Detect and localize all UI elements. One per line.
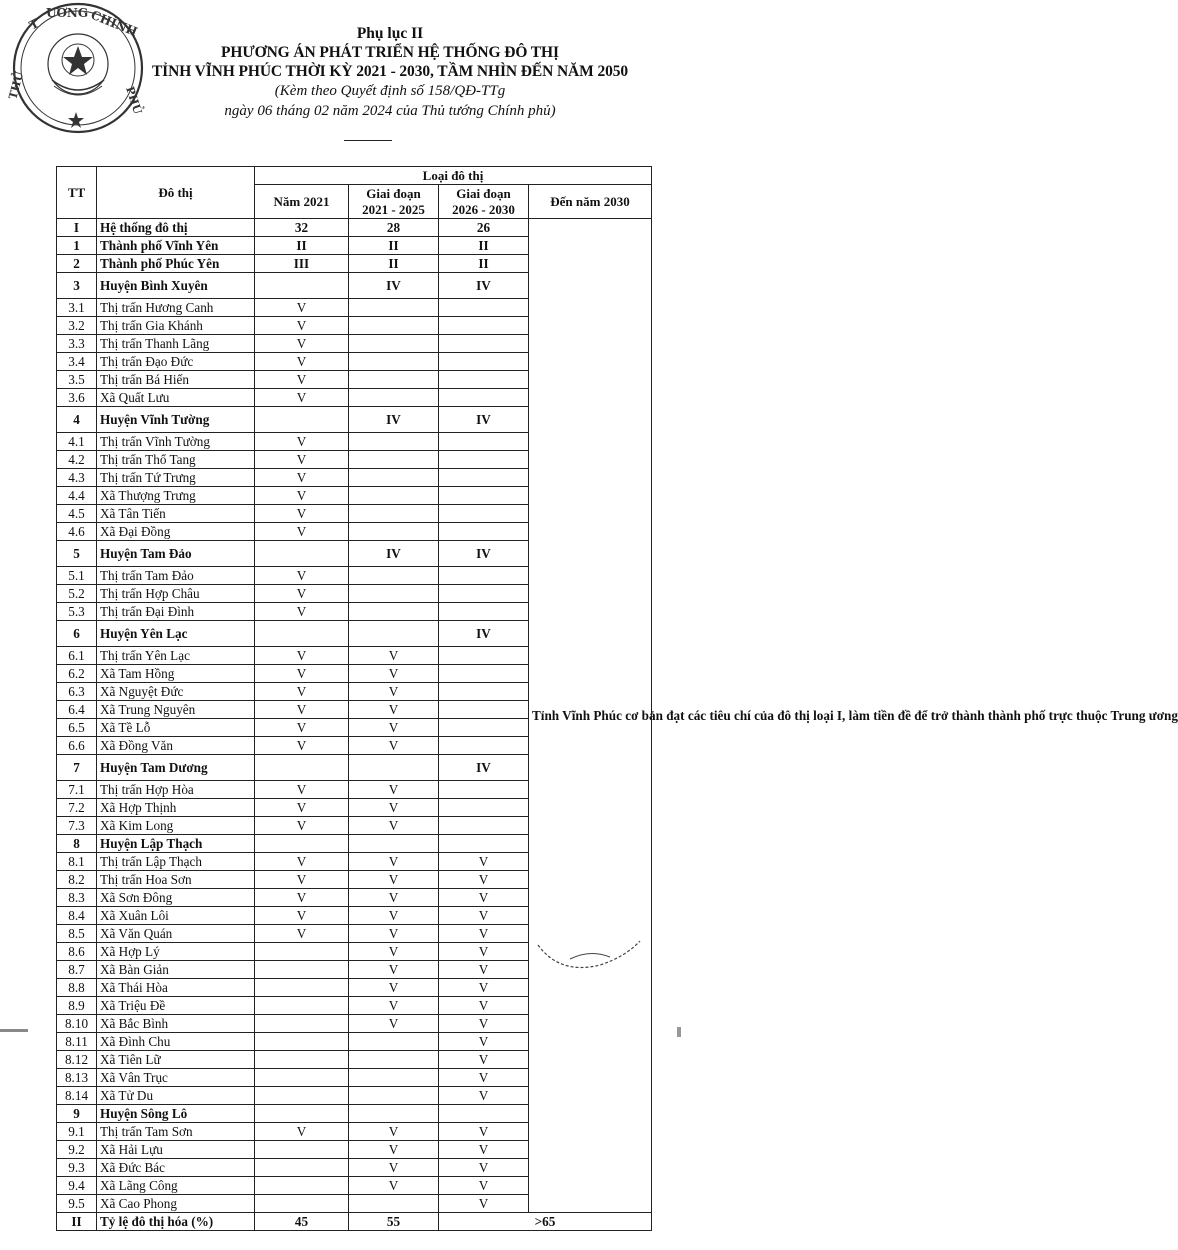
row-period-2 xyxy=(439,335,529,353)
row-name: Xã Vân Trục xyxy=(97,1069,255,1087)
row-name: Xã Hợp Lý xyxy=(97,943,255,961)
row-tt: 7.1 xyxy=(57,781,97,799)
row-period-1 xyxy=(349,353,439,371)
row-name: Thành phố Phúc Yên xyxy=(97,255,255,273)
row-tt: 3.1 xyxy=(57,299,97,317)
row-period-1 xyxy=(349,1069,439,1087)
row-period-1 xyxy=(349,317,439,335)
row-name: Huyện Vĩnh Tường xyxy=(97,407,255,433)
row-name: Thị trấn Gia Khánh xyxy=(97,317,255,335)
row-year-2021: V xyxy=(255,817,349,835)
row-name: Huyện Tam Đảo xyxy=(97,541,255,567)
row-name: Xã Lãng Công xyxy=(97,1177,255,1195)
appendix-label: Phụ lục II xyxy=(356,25,424,42)
row-name: Xã Đình Chu xyxy=(97,1033,255,1051)
row-period-2 xyxy=(439,835,529,853)
row-period-2: V xyxy=(439,907,529,925)
row-tt: 8.13 xyxy=(57,1069,97,1087)
row-period-2 xyxy=(439,665,529,683)
row-tt: 6.2 xyxy=(57,665,97,683)
row-year-2021 xyxy=(255,1159,349,1177)
row-tt: 9.4 xyxy=(57,1177,97,1195)
row-period-2 xyxy=(439,647,529,665)
row-name: Xã Xuân Lôi xyxy=(97,907,255,925)
row-name: Xã Tề Lỗ xyxy=(97,719,255,737)
row-period-2: II xyxy=(439,255,529,273)
row-period-2: IV xyxy=(439,541,529,567)
row-period-2: V xyxy=(439,961,529,979)
row-period-1: II xyxy=(349,237,439,255)
row-period-1: V xyxy=(349,979,439,997)
row-name: Huyện Lập Thạch xyxy=(97,835,255,853)
row-period-2 xyxy=(439,353,529,371)
row-period-2 xyxy=(439,317,529,335)
row-period-1: V xyxy=(349,889,439,907)
row-year-2021: II xyxy=(255,237,349,255)
row-tt: 9.1 xyxy=(57,1123,97,1141)
row-name: Thị trấn Tứ Trưng xyxy=(97,469,255,487)
row-period-1: V xyxy=(349,1123,439,1141)
row-tt: 6.1 xyxy=(57,647,97,665)
row-period-2: V xyxy=(439,1177,529,1195)
row-period-1 xyxy=(349,585,439,603)
row-name: Thị trấn Tam Đảo xyxy=(97,567,255,585)
row-year-2021 xyxy=(255,1141,349,1159)
row-period-1: V xyxy=(349,799,439,817)
row-tt: 5 xyxy=(57,541,97,567)
row-year-2021: V xyxy=(255,737,349,755)
row-year-2021 xyxy=(255,1087,349,1105)
row-year-2021 xyxy=(255,1033,349,1051)
row-tt: 9.2 xyxy=(57,1141,97,1159)
row-name: Thị trấn Đạo Đức xyxy=(97,353,255,371)
row-year-2021: V xyxy=(255,389,349,407)
row-tt: 8.2 xyxy=(57,871,97,889)
urban-system-table xyxy=(56,166,1178,1231)
row-period-2: IV xyxy=(439,755,529,781)
subtitle-line-1: (Kèm theo Quyết định số 158/QĐ-TTg xyxy=(274,83,506,99)
row-tt: I xyxy=(57,219,97,237)
row-period-1: V xyxy=(349,943,439,961)
row-period-1: II xyxy=(349,255,439,273)
row-year-2021: V xyxy=(255,665,349,683)
row-period-2: V xyxy=(439,1051,529,1069)
row-period-2: V xyxy=(439,979,529,997)
row-period-1: V xyxy=(349,781,439,799)
row-tt: 6.3 xyxy=(57,683,97,701)
row-name: Xã Trung Nguyên xyxy=(97,701,255,719)
row-name: Xã Đức Bác xyxy=(97,1159,255,1177)
row-period-1: IV xyxy=(349,407,439,433)
row-tt: 6.6 xyxy=(57,737,97,755)
row-period-1: 28 xyxy=(349,219,439,237)
row-period-2 xyxy=(439,567,529,585)
row-period-2 xyxy=(439,433,529,451)
row-period-2 xyxy=(439,1105,529,1123)
row-year-2021 xyxy=(255,997,349,1015)
row-year-2021 xyxy=(255,1105,349,1123)
row-year-2021 xyxy=(255,979,349,997)
row-name: Xã Tam Hồng xyxy=(97,665,255,683)
row-tt: 8.11 xyxy=(57,1033,97,1051)
document-header xyxy=(150,24,630,121)
row-period-1: V xyxy=(349,871,439,889)
row-name: Xã Nguyệt Đức xyxy=(97,683,255,701)
row-period-1 xyxy=(349,603,439,621)
row-period-2: V xyxy=(439,1069,529,1087)
row-year-2021: V xyxy=(255,925,349,943)
row-name: Huyện Sông Lô xyxy=(97,1105,255,1123)
svg-text:ƯỚNG: ƯỚNG xyxy=(46,6,89,20)
row-year-2021: III xyxy=(255,255,349,273)
row-year-2021: V xyxy=(255,451,349,469)
row-tt: 4.2 xyxy=(57,451,97,469)
row-year-2021 xyxy=(255,541,349,567)
footer-tt: II xyxy=(57,1213,97,1231)
row-year-2021: V xyxy=(255,299,349,317)
row-tt: 8.6 xyxy=(57,943,97,961)
row-name: Xã Sơn Đông xyxy=(97,889,255,907)
row-period-1 xyxy=(349,335,439,353)
row-tt: 9 xyxy=(57,1105,97,1123)
row-name: Huyện Bình Xuyên xyxy=(97,273,255,299)
row-name: Xã Tiên Lữ xyxy=(97,1051,255,1069)
row-period-1: IV xyxy=(349,273,439,299)
row-period-1 xyxy=(349,299,439,317)
row-name: Hệ thống đô thị xyxy=(97,219,255,237)
title-line-1: PHƯƠNG ÁN PHÁT TRIỂN HỆ THỐNG ĐÔ THỊ xyxy=(221,44,559,61)
row-period-1: V xyxy=(349,925,439,943)
row-period-1: V xyxy=(349,737,439,755)
row-name: Thị trấn Hoa Sơn xyxy=(97,871,255,889)
row-year-2021: V xyxy=(255,1123,349,1141)
row-period-1 xyxy=(349,433,439,451)
row-period-2: V xyxy=(439,1015,529,1033)
row-name: Thị trấn Thanh Lãng xyxy=(97,335,255,353)
row-period-2: V xyxy=(439,943,529,961)
row-name: Xã Thượng Trưng xyxy=(97,487,255,505)
row-tt: 7.2 xyxy=(57,799,97,817)
footer-name: Tỷ lệ đô thị hóa (%) xyxy=(97,1213,255,1231)
row-period-1: V xyxy=(349,665,439,683)
row-tt: 8 xyxy=(57,835,97,853)
row-period-1 xyxy=(349,523,439,541)
row-year-2021: V xyxy=(255,889,349,907)
header-group: Loại đô thị xyxy=(255,167,652,185)
row-period-1 xyxy=(349,487,439,505)
row-period-1 xyxy=(349,755,439,781)
row-name: Thị trấn Thổ Tang xyxy=(97,451,255,469)
row-name: Xã Cao Phong xyxy=(97,1195,255,1213)
row-year-2021: V xyxy=(255,585,349,603)
row-period-2: IV xyxy=(439,273,529,299)
table-body xyxy=(57,219,1178,1231)
row-year-2021: V xyxy=(255,353,349,371)
vision-2030-cell: Tỉnh Vĩnh Phúc cơ bản đạt các tiêu chí của đô thị loại I, làm tiền đề để trở thành thành phố trực thuộc Trung ương xyxy=(529,219,652,1213)
row-year-2021: V xyxy=(255,853,349,871)
row-tt: 8.9 xyxy=(57,997,97,1015)
svg-text:CHÍNH: CHÍNH xyxy=(88,7,140,40)
row-name: Thị trấn Bá Hiến xyxy=(97,371,255,389)
row-name: Xã Kim Long xyxy=(97,817,255,835)
row-tt: 9.3 xyxy=(57,1159,97,1177)
row-year-2021: 32 xyxy=(255,219,349,237)
row-period-2: V xyxy=(439,871,529,889)
row-name: Xã Quất Lưu xyxy=(97,389,255,407)
row-period-1 xyxy=(349,621,439,647)
row-period-1 xyxy=(349,505,439,523)
row-tt: 3.3 xyxy=(57,335,97,353)
row-tt: 6.5 xyxy=(57,719,97,737)
row-tt: 3.6 xyxy=(57,389,97,407)
row-tt: 4.3 xyxy=(57,469,97,487)
row-period-1: V xyxy=(349,719,439,737)
row-period-1 xyxy=(349,1087,439,1105)
svg-text:T: T xyxy=(26,16,42,33)
row-tt: 8.12 xyxy=(57,1051,97,1069)
row-tt: 4 xyxy=(57,407,97,433)
row-tt: 3 xyxy=(57,273,97,299)
row-period-2 xyxy=(439,817,529,835)
row-name: Xã Bắc Bình xyxy=(97,1015,255,1033)
row-year-2021: V xyxy=(255,647,349,665)
row-period-2: 26 xyxy=(439,219,529,237)
row-year-2021: V xyxy=(255,433,349,451)
row-name: Xã Triệu Đề xyxy=(97,997,255,1015)
row-name: Xã Hải Lựu xyxy=(97,1141,255,1159)
row-period-2 xyxy=(439,781,529,799)
row-year-2021 xyxy=(255,943,349,961)
row-tt: 8.5 xyxy=(57,925,97,943)
row-period-2: V xyxy=(439,1123,529,1141)
row-period-2: IV xyxy=(439,407,529,433)
row-period-2 xyxy=(439,603,529,621)
row-year-2021: V xyxy=(255,719,349,737)
row-year-2021: V xyxy=(255,523,349,541)
footer-period-1: 55 xyxy=(349,1213,439,1231)
footer-row xyxy=(57,1213,652,1231)
row-period-2 xyxy=(439,799,529,817)
row-tt: 8.14 xyxy=(57,1087,97,1105)
row-tt: 8.8 xyxy=(57,979,97,997)
header-year-2021: Năm 2021 xyxy=(255,185,349,219)
row-year-2021 xyxy=(255,1177,349,1195)
row-period-2 xyxy=(439,737,529,755)
row-year-2021 xyxy=(255,961,349,979)
scan-mark-right xyxy=(677,1027,681,1037)
header-period-1: Giai đoạn 2021 - 2025 xyxy=(349,185,439,219)
row-period-1 xyxy=(349,451,439,469)
row-year-2021 xyxy=(255,273,349,299)
row-tt: 3.2 xyxy=(57,317,97,335)
row-period-2: V xyxy=(439,1033,529,1051)
row-year-2021: V xyxy=(255,781,349,799)
svg-text:PHỦ: PHỦ xyxy=(123,84,145,116)
row-period-2: IV xyxy=(439,621,529,647)
row-tt: 4.1 xyxy=(57,433,97,451)
row-tt: 4.5 xyxy=(57,505,97,523)
row-tt: 4.4 xyxy=(57,487,97,505)
header-tt: TT xyxy=(57,167,97,219)
row-period-1 xyxy=(349,469,439,487)
row-period-2 xyxy=(439,585,529,603)
row-name: Thị trấn Hợp Châu xyxy=(97,585,255,603)
row-year-2021 xyxy=(255,835,349,853)
row-year-2021 xyxy=(255,1195,349,1213)
row-name: Xã Tử Du xyxy=(97,1087,255,1105)
row-period-2: V xyxy=(439,889,529,907)
row-tt: 8.1 xyxy=(57,853,97,871)
row-name: Thành phố Vĩnh Yên xyxy=(97,237,255,255)
row-period-1 xyxy=(349,371,439,389)
row-name: Xã Bàn Giản xyxy=(97,961,255,979)
row-name: Xã Văn Quán xyxy=(97,925,255,943)
row-year-2021: V xyxy=(255,469,349,487)
row-tt: 4.6 xyxy=(57,523,97,541)
row-tt: 8.7 xyxy=(57,961,97,979)
row-year-2021: V xyxy=(255,567,349,585)
row-period-2: V xyxy=(439,1087,529,1105)
footer-period-2-to-2030: >65 xyxy=(439,1213,652,1231)
row-name: Xã Tân Tiến xyxy=(97,505,255,523)
row-name: Thị trấn Đại Đình xyxy=(97,603,255,621)
row-year-2021: V xyxy=(255,371,349,389)
row-period-2 xyxy=(439,523,529,541)
row-period-2 xyxy=(439,371,529,389)
row-year-2021: V xyxy=(255,335,349,353)
row-period-1: V xyxy=(349,1177,439,1195)
row-period-1: V xyxy=(349,817,439,835)
table-row xyxy=(57,219,652,237)
row-name: Xã Hợp Thịnh xyxy=(97,799,255,817)
row-year-2021 xyxy=(255,621,349,647)
row-period-1 xyxy=(349,1195,439,1213)
row-year-2021: V xyxy=(255,683,349,701)
row-period-2 xyxy=(439,299,529,317)
row-tt: 3.5 xyxy=(57,371,97,389)
row-period-2: V xyxy=(439,1141,529,1159)
footer-year-2021: 45 xyxy=(255,1213,349,1231)
row-period-2 xyxy=(439,469,529,487)
header-name: Đô thị xyxy=(97,167,255,219)
row-period-1: V xyxy=(349,907,439,925)
svg-text:THỦ: THỦ xyxy=(6,70,27,101)
row-period-2: V xyxy=(439,997,529,1015)
row-tt: 2 xyxy=(57,255,97,273)
row-name: Xã Đại Đồng xyxy=(97,523,255,541)
row-year-2021 xyxy=(255,1051,349,1069)
row-tt: 8.10 xyxy=(57,1015,97,1033)
title-line-2: TỈNH VĨNH PHÚC THỜI KỲ 2021 - 2030, TẦM NHÌN ĐẾN NĂM 2050 xyxy=(151,63,629,80)
row-tt: 6 xyxy=(57,621,97,647)
row-year-2021: V xyxy=(255,799,349,817)
row-name: Thị trấn Hương Canh xyxy=(97,299,255,317)
row-period-2 xyxy=(439,389,529,407)
row-name: Huyện Yên Lạc xyxy=(97,621,255,647)
row-period-1: V xyxy=(349,1015,439,1033)
row-year-2021: V xyxy=(255,505,349,523)
row-period-2: V xyxy=(439,1159,529,1177)
row-period-1 xyxy=(349,389,439,407)
row-period-1: V xyxy=(349,647,439,665)
row-year-2021: V xyxy=(255,871,349,889)
scan-mark-left xyxy=(0,1029,28,1032)
row-period-1: IV xyxy=(349,541,439,567)
row-tt: 1 xyxy=(57,237,97,255)
row-period-2: II xyxy=(439,237,529,255)
row-tt: 9.5 xyxy=(57,1195,97,1213)
row-tt: 3.4 xyxy=(57,353,97,371)
header-to-2030: Đến năm 2030 xyxy=(529,185,652,219)
row-year-2021: V xyxy=(255,603,349,621)
row-period-2 xyxy=(439,451,529,469)
row-tt: 5.3 xyxy=(57,603,97,621)
row-name: Thị trấn Hợp Hòa xyxy=(97,781,255,799)
row-period-2: V xyxy=(439,853,529,871)
row-tt: 8.4 xyxy=(57,907,97,925)
row-period-1 xyxy=(349,1051,439,1069)
row-period-1: V xyxy=(349,683,439,701)
row-period-1 xyxy=(349,1105,439,1123)
row-period-1 xyxy=(349,835,439,853)
row-year-2021 xyxy=(255,755,349,781)
row-period-2 xyxy=(439,505,529,523)
row-period-1 xyxy=(349,567,439,585)
row-year-2021: V xyxy=(255,907,349,925)
row-year-2021: V xyxy=(255,487,349,505)
row-year-2021 xyxy=(255,1069,349,1087)
row-name: Thị trấn Vĩnh Tường xyxy=(97,433,255,451)
row-period-2 xyxy=(439,719,529,737)
row-period-2: V xyxy=(439,1195,529,1213)
row-tt: 5.2 xyxy=(57,585,97,603)
signature-mark xyxy=(530,935,650,980)
row-period-1: V xyxy=(349,853,439,871)
row-name: Xã Đồng Văn xyxy=(97,737,255,755)
row-period-2 xyxy=(439,487,529,505)
row-year-2021 xyxy=(255,1015,349,1033)
row-tt: 7.3 xyxy=(57,817,97,835)
row-period-1: V xyxy=(349,1159,439,1177)
row-period-1: V xyxy=(349,1141,439,1159)
row-name: Thị trấn Lập Thạch xyxy=(97,853,255,871)
row-name: Huyện Tam Dương xyxy=(97,755,255,781)
row-period-2 xyxy=(439,701,529,719)
row-period-2 xyxy=(439,683,529,701)
row-name: Thị trấn Yên Lạc xyxy=(97,647,255,665)
row-year-2021: V xyxy=(255,701,349,719)
row-tt: 8.3 xyxy=(57,889,97,907)
header-divider xyxy=(344,140,392,141)
row-year-2021: V xyxy=(255,317,349,335)
row-period-1: V xyxy=(349,961,439,979)
row-year-2021 xyxy=(255,407,349,433)
row-period-2: V xyxy=(439,925,529,943)
row-period-1 xyxy=(349,1033,439,1051)
state-seal-stamp xyxy=(2,0,154,135)
row-tt: 5.1 xyxy=(57,567,97,585)
row-tt: 6.4 xyxy=(57,701,97,719)
row-name: Thị trấn Tam Sơn xyxy=(97,1123,255,1141)
row-name: Xã Thái Hòa xyxy=(97,979,255,997)
row-period-1: V xyxy=(349,701,439,719)
row-period-1: V xyxy=(349,997,439,1015)
header-period-2: Giai đoạn 2026 - 2030 xyxy=(439,185,529,219)
subtitle-line-2: ngày 06 tháng 02 năm 2024 của Thủ tướng Chính phủ) xyxy=(224,103,556,119)
row-tt: 7 xyxy=(57,755,97,781)
